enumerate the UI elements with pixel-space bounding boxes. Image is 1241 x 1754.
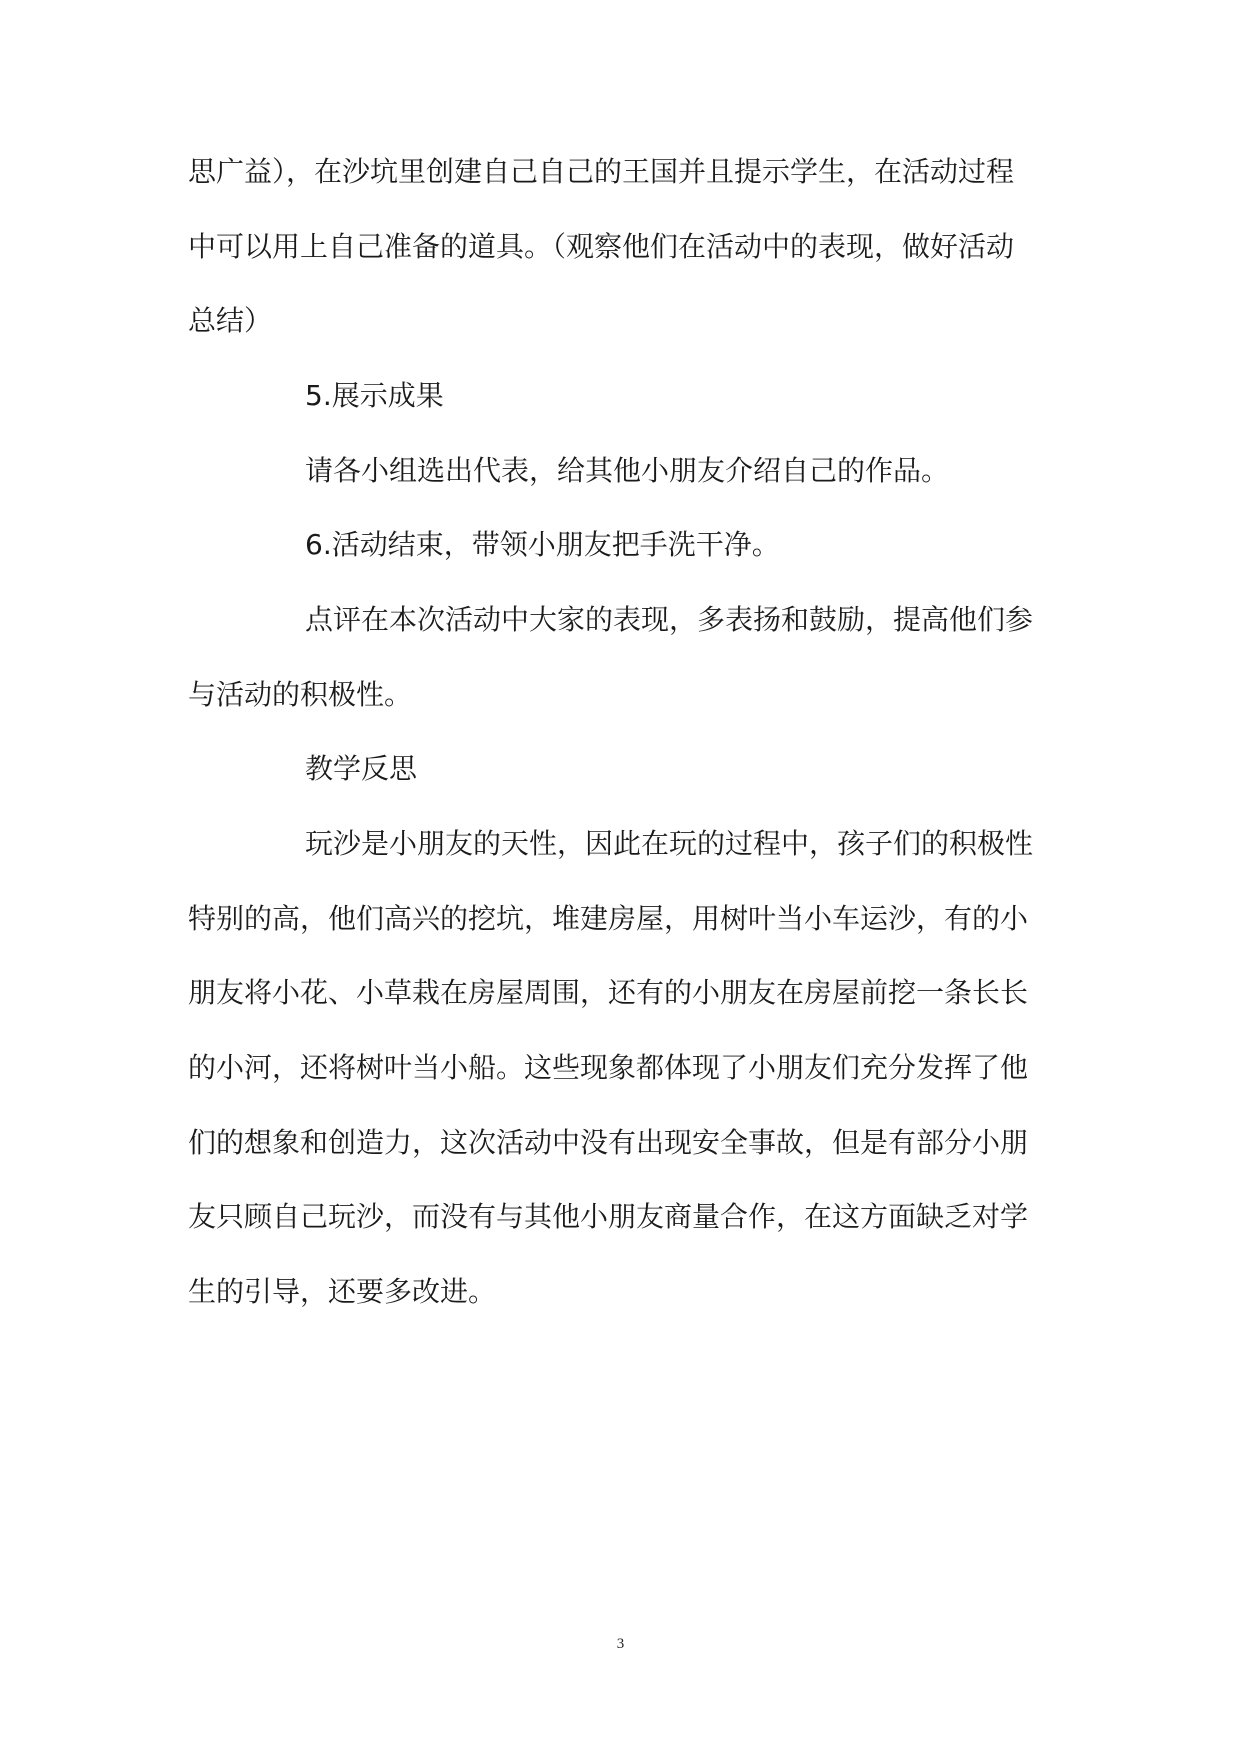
text-line-11: 特别的高，他们高兴的挖坑，堆建房屋，用树叶当小车运沙，有的小 <box>188 902 1029 935</box>
text-line-15: 友只顾自己玩沙，而没有与其他小朋友商量合作，在这方面缺乏对学 <box>188 1200 1029 1233</box>
section-heading-show-results: 5.展示成果 <box>305 379 444 412</box>
text-line-16: 生的引导，还要多改进。 <box>188 1275 497 1308</box>
text-line-5: 请各小组选出代表，给其他小朋友介绍自己的作品。 <box>305 454 950 487</box>
text-line-2: 中可以用上自己准备的道具。（观察他们在活动中的表现，做好活动 <box>188 230 1015 263</box>
text-line-14: 们的想象和创造力，这次活动中没有出现安全事故，但是有部分小朋 <box>188 1126 1029 1159</box>
section-heading-activity-end: 6.活动结束，带领小朋友把手洗干净。 <box>305 528 780 561</box>
text-line-8: 与活动的积极性。 <box>188 678 413 711</box>
text-line-12: 朋友将小花、小草栽在房屋周围，还有的小朋友在房屋前挖一条长长 <box>188 976 1029 1009</box>
text-line-7: 点评在本次活动中大家的表现，多表扬和鼓励，提高他们参 <box>305 603 1034 636</box>
text-line-1: 思广益），在沙坑里创建自己自己的王国并且提示学生，在活动过程 <box>188 155 1015 188</box>
text-line-10: 玩沙是小朋友的天性，因此在玩的过程中，孩子们的积极性 <box>305 827 1034 860</box>
page-number: 3 <box>616 1636 625 1652</box>
section-heading-teaching-reflection: 教学反思 <box>305 752 418 785</box>
text-line-13: 的小河，还将树叶当小船。这些现象都体现了小朋友们充分发挥了他 <box>188 1051 1029 1084</box>
text-line-3: 总结） <box>188 304 273 337</box>
